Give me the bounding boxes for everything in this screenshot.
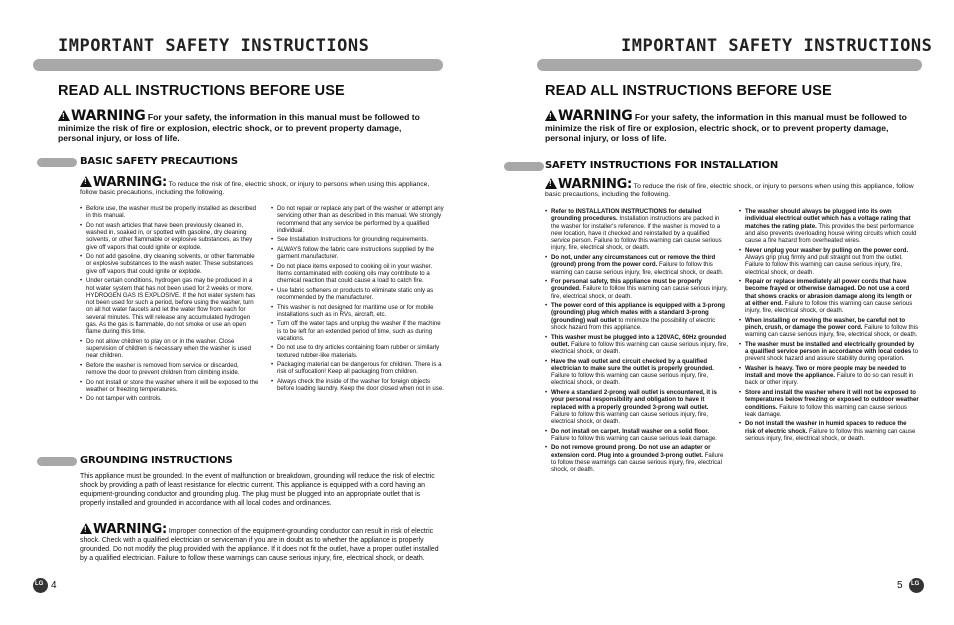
list-item-text: Failure to follow this warning can cause serious injury, fire, electrical shock, or death. xyxy=(551,410,709,426)
list-item-bold: Store and install the washer where it will not be exposed to temperatures below freezing or exposed to outdoor weather conditions. xyxy=(745,388,919,411)
list-item xyxy=(739,341,919,363)
list-item xyxy=(739,247,919,276)
list-item: • Do not tamper with controls. xyxy=(80,395,260,402)
list-item xyxy=(739,365,919,387)
section-pill xyxy=(37,158,77,167)
main-warning xyxy=(58,110,438,144)
list-item-bold: Never unplug your washer by pulling on the power cord. xyxy=(745,246,909,254)
list-item xyxy=(545,389,728,425)
list-item-bold: When installing or moving the washer, be careful not to pinch, crush, or damage the power cord. xyxy=(745,316,906,332)
section-heading-grounding: GROUNDING INSTRUCTIONS xyxy=(80,455,233,466)
list-item xyxy=(545,278,728,300)
list-item: • Do not add gasoline, dry cleaning solvents, or other flammable or explosive substances to the wash water. These substances give off vapors that could ignite or explode. xyxy=(80,253,260,275)
list-item-bold: Washer is heavy. Two or more people may be needed to install and move the appliance. xyxy=(745,364,907,380)
page-number: 5 xyxy=(897,580,903,591)
list-item xyxy=(545,208,728,252)
warning-icon xyxy=(80,523,92,534)
list-item-text: Failure to do so can result in back or other injury. xyxy=(745,372,914,387)
list-item: • Under certain conditions, hydrogen gas may be produced in a hot water system that has not been used for 2 weeks or more. HYDROGEN GAS IS EXPLOSIVE. If the hot water system has not been used for such a period, before using the washer, turn on all hot water faucets and let the water flow from each for several minutes. This will release any accumulated hydrogen gas. As the gas is flammable, do not smoke or use an open flame during this time. xyxy=(80,277,260,335)
list-item-text: Failure to follow this warning can cause serious injury, fire, electrical shock, or death. xyxy=(745,427,916,442)
list-item-bold: Repair or replace immediately all power cords that have become frayed or otherwise damaged. Do not use a cord that shows cracks or abrasion damage along its length or at either end. xyxy=(745,278,912,307)
list-item-bold: Do not install on carpet. Install washer on a solid floor. xyxy=(551,427,710,435)
list-item-bold: The washer must be installed and electrically grounded by a qualified service person in accordance with local codes xyxy=(745,340,915,356)
warning-text: Improper connection of the equipment-grounding conductor can result in risk of electric shock. Check with a qualified electrician or serviceman if you are in doubt as to whether the appliance is properly grounded. Do not modify the plug provided with the appliance. If it does not fit the outlet, have a proper outlet installed by a qualified electrician. Failure to follow these warnings can cause serious injury, fire, electrical shock, or death. xyxy=(80,528,439,563)
list-item xyxy=(545,444,728,473)
list-item xyxy=(739,389,919,418)
title-bar xyxy=(537,59,922,71)
list-item-text: Failure to follow this warning can cause serious injury, fire, electrical shock, or death. xyxy=(551,261,724,276)
list-item-text: Failure to follow this warning can cause serious injury, fire, electrical shock, or death. xyxy=(745,324,919,339)
list-item-text: Failure to follow this warning can cause serious leak damage. xyxy=(551,434,717,442)
title-bar xyxy=(33,59,443,71)
precautions-column-1 xyxy=(80,205,260,405)
list-item xyxy=(545,302,728,331)
list-item: • See Installation Instructions for grounding requirements. xyxy=(271,236,446,243)
list-item: • Packaging material can be dangerous for children. There is a risk of suffocation! Keep all packaging from children. xyxy=(271,361,446,376)
list-item-bold: Where a standard 2-prong wall outlet is encountered, it is your personal responsibility and obligation to have it replaced with a properly grounded 3-prong wall outlet. xyxy=(551,388,717,411)
list-item-text: to minimize the possibility of electric shock hazard from this appliance. xyxy=(551,316,716,332)
warning-label: WARNING: xyxy=(558,177,632,192)
list-item: • Do not install or store the washer where it will be exposed to the weather or freezing temperatures. xyxy=(80,379,260,394)
list-item-text: Installation instructions are packed in the washer for installer's reference. If the washer is moved to a new location, have it checked and reinstalled by a qualified service person. Failure to follow this warning can cause serious injury, fire, electrical shock, or death. xyxy=(551,215,722,252)
warning-icon xyxy=(545,110,557,121)
list-item-text: This provides the best performance and also prevents overloading house wiring circuits which could cause a fire hazard from overheated wires. xyxy=(745,222,917,245)
basic-warning xyxy=(80,176,445,198)
list-item-text: Failure to follow these warnings can cause serious injury, fire, electrical shock, or death. xyxy=(551,451,724,474)
list-item: • ALWAYS follow the fabric care instructions supplied by the garment manufacturer. xyxy=(271,246,446,261)
list-item: • Do not place items exposed to cooking oil in your washer. Items contaminated with cooking oils may contribute to a chemical reaction that could cause a load to catch fire. xyxy=(271,263,446,285)
warning-icon xyxy=(545,178,557,189)
list-item: • Before the washer is removed from service or discarded, remove the door to prevent children from climbing inside. xyxy=(80,362,260,377)
list-item-bold: Have the wall outlet and circuit checked by a qualified electrician to make sure the outlet is properly grounded. xyxy=(551,357,714,372)
list-item-bold: For personal safety, this appliance must be properly grounded. xyxy=(551,278,702,293)
main-heading: READ ALL INSTRUCTIONS BEFORE USE xyxy=(58,83,345,99)
list-item xyxy=(739,278,919,314)
list-item: • Do not use to dry articles containing foam rubber or similarly textured rubber-like materials. xyxy=(271,344,446,359)
section-pill xyxy=(504,162,544,171)
list-item: • Do not allow children to play on or in the washer. Close supervision of children is necessary when the washer is used near children. xyxy=(80,338,260,360)
list-item xyxy=(739,420,919,442)
list-item xyxy=(545,428,728,443)
list-item: • Turn off the water taps and unplug the washer if the machine is to be left for an extended period of time, such as during vacations. xyxy=(271,320,446,342)
precautions-column-2 xyxy=(271,205,446,395)
list-item xyxy=(739,317,919,339)
lg-logo-icon xyxy=(33,578,48,593)
list-item xyxy=(545,358,728,387)
section-heading-basic: BASIC SAFETY PRECAUTIONS xyxy=(80,156,238,167)
installation-column-1 xyxy=(545,208,728,476)
list-item xyxy=(545,254,728,276)
list-item xyxy=(545,334,728,356)
installation-column-2 xyxy=(739,208,919,444)
list-item xyxy=(739,208,919,244)
warning-text: To reduce the risk of fire, electric shock, or injury to persons when using this appliance, follow basic precautions, including the following. xyxy=(545,183,914,199)
list-item-text: Always grip plug firmly and pull straight out from the outlet. Failure to follow this warning can cause serious injury, fire, electrical shock, or death. xyxy=(745,253,903,276)
list-item-text: Failure to follow this warning can cause serious injury, fire, electrical shock, or death. xyxy=(551,372,709,387)
list-item: • This washer is not designed for maritime use or for mobile installations such as in RVs, aircraft, etc. xyxy=(271,304,446,319)
page-title: IMPORTANT SAFETY INSTRUCTIONS xyxy=(58,36,370,56)
lg-logo-icon xyxy=(909,578,924,593)
list-item-bold: This washer must be plugged into a 120VAC, 60Hz grounded outlet. xyxy=(551,333,727,348)
list-item-bold: The washer should always be plugged into its own individual electrical outlet which has a voltage rating that matches the rating plate. xyxy=(745,208,911,230)
list-item-text: Failure to follow this warning can cause serious injury, fire, electrical shock, or death. xyxy=(745,299,913,315)
warning-text: For your safety, the information in this manual must be followed to minimize the risk of fire or explosion, electric shock, or to prevent property damage, personal injury, or loss of life. xyxy=(545,112,907,143)
warning-label: WARNING xyxy=(71,108,146,124)
list-item: • Do not repair or replace any part of the washer or attempt any servicing other than as described in this manual. We strongly recommend that any service be performed by a qualified individual. xyxy=(271,205,446,234)
main-heading: READ ALL INSTRUCTIONS BEFORE USE xyxy=(545,83,832,99)
page-title: IMPORTANT SAFETY INSTRUCTIONS xyxy=(621,36,933,56)
warning-label: WARNING: xyxy=(93,175,167,190)
list-item: • Before use, the washer must be properly installed as described in this manual. xyxy=(80,205,260,220)
grounding-text: This appliance must be grounded. In the event of malfunction or breakdown, grounding will reduce the risk of electric shock by providing a path of least resistance for electric current. This appliance is equipped with a cord having an equipment-grounding conductor and grounding plug. The plug must be plugged into an appropriate outlet that is properly installed and grounded in accordance with all local codes and ordinances. xyxy=(80,473,435,508)
grounding-warning xyxy=(80,523,445,563)
list-item-bold: Do not, under any circumstances cut or remove the third (ground) prong from the power cord. xyxy=(551,253,716,269)
list-item-text: Failure to follow this warning can cause serious leak damage. xyxy=(745,403,907,418)
warning-text: To reduce the risk of fire, electric shock, or injury to persons when using this appliance, follow basic precautions, including the following. xyxy=(80,181,430,197)
list-item-text: to prevent shock hazard and assure stability during operation. xyxy=(745,348,919,363)
list-item-bold: Do not remove ground prong. Do not use an adapter or extension cord. Plug into a grounded 3-prong outlet. xyxy=(551,444,711,459)
warning-text: For your safety, the information in this manual must be followed to minimize the risk of fire or explosion, electric shock, or to prevent property damage, personal injury, or loss of life. xyxy=(58,112,420,143)
page-number: 4 xyxy=(51,580,57,591)
list-item-bold: Do not install the washer in humid spaces to reduce the risk of electric shock. xyxy=(745,420,907,435)
warning-label: WARNING: xyxy=(93,522,167,537)
section-pill xyxy=(37,457,77,466)
section-heading-installation: SAFETY INSTRUCTIONS FOR INSTALLATION xyxy=(545,160,779,171)
list-item-text: Failure to follow this warning can cause serious injury, fire, electrical shock, or death. xyxy=(551,340,729,356)
list-item: • Do not wash articles that have been previously cleaned in, washed in, soaked in, or spotted with gasoline, dry cleaning solvents, or other flammable or explosive substances, as they give off vapors that could ignite or explode. xyxy=(80,222,260,251)
list-item-text: Failure to follow this warning can cause serious injury, fire, electrical shock, or death. xyxy=(551,285,728,300)
list-item-bold: Refer to INSTALLATION INSTRUCTIONS for detailed grounding procedures. xyxy=(551,208,702,223)
warning-icon xyxy=(80,176,92,187)
list-item: • Always check the inside of the washer for foreign objects before loading laundry. Keep the door closed when not in use. xyxy=(271,378,446,393)
list-item-bold: The power cord of this appliance is equipped with a 3-prong (grounding) plug which mates with a standard 3-prong (grounding) wall outlet xyxy=(551,302,726,324)
main-warning xyxy=(545,110,925,144)
installation-warning xyxy=(545,178,915,200)
warning-label: WARNING xyxy=(558,108,633,124)
warning-icon xyxy=(58,110,70,121)
right-page xyxy=(477,0,954,625)
list-item: • Use fabric softeners or products to eliminate static only as recommended by the manufacturer. xyxy=(271,287,446,302)
